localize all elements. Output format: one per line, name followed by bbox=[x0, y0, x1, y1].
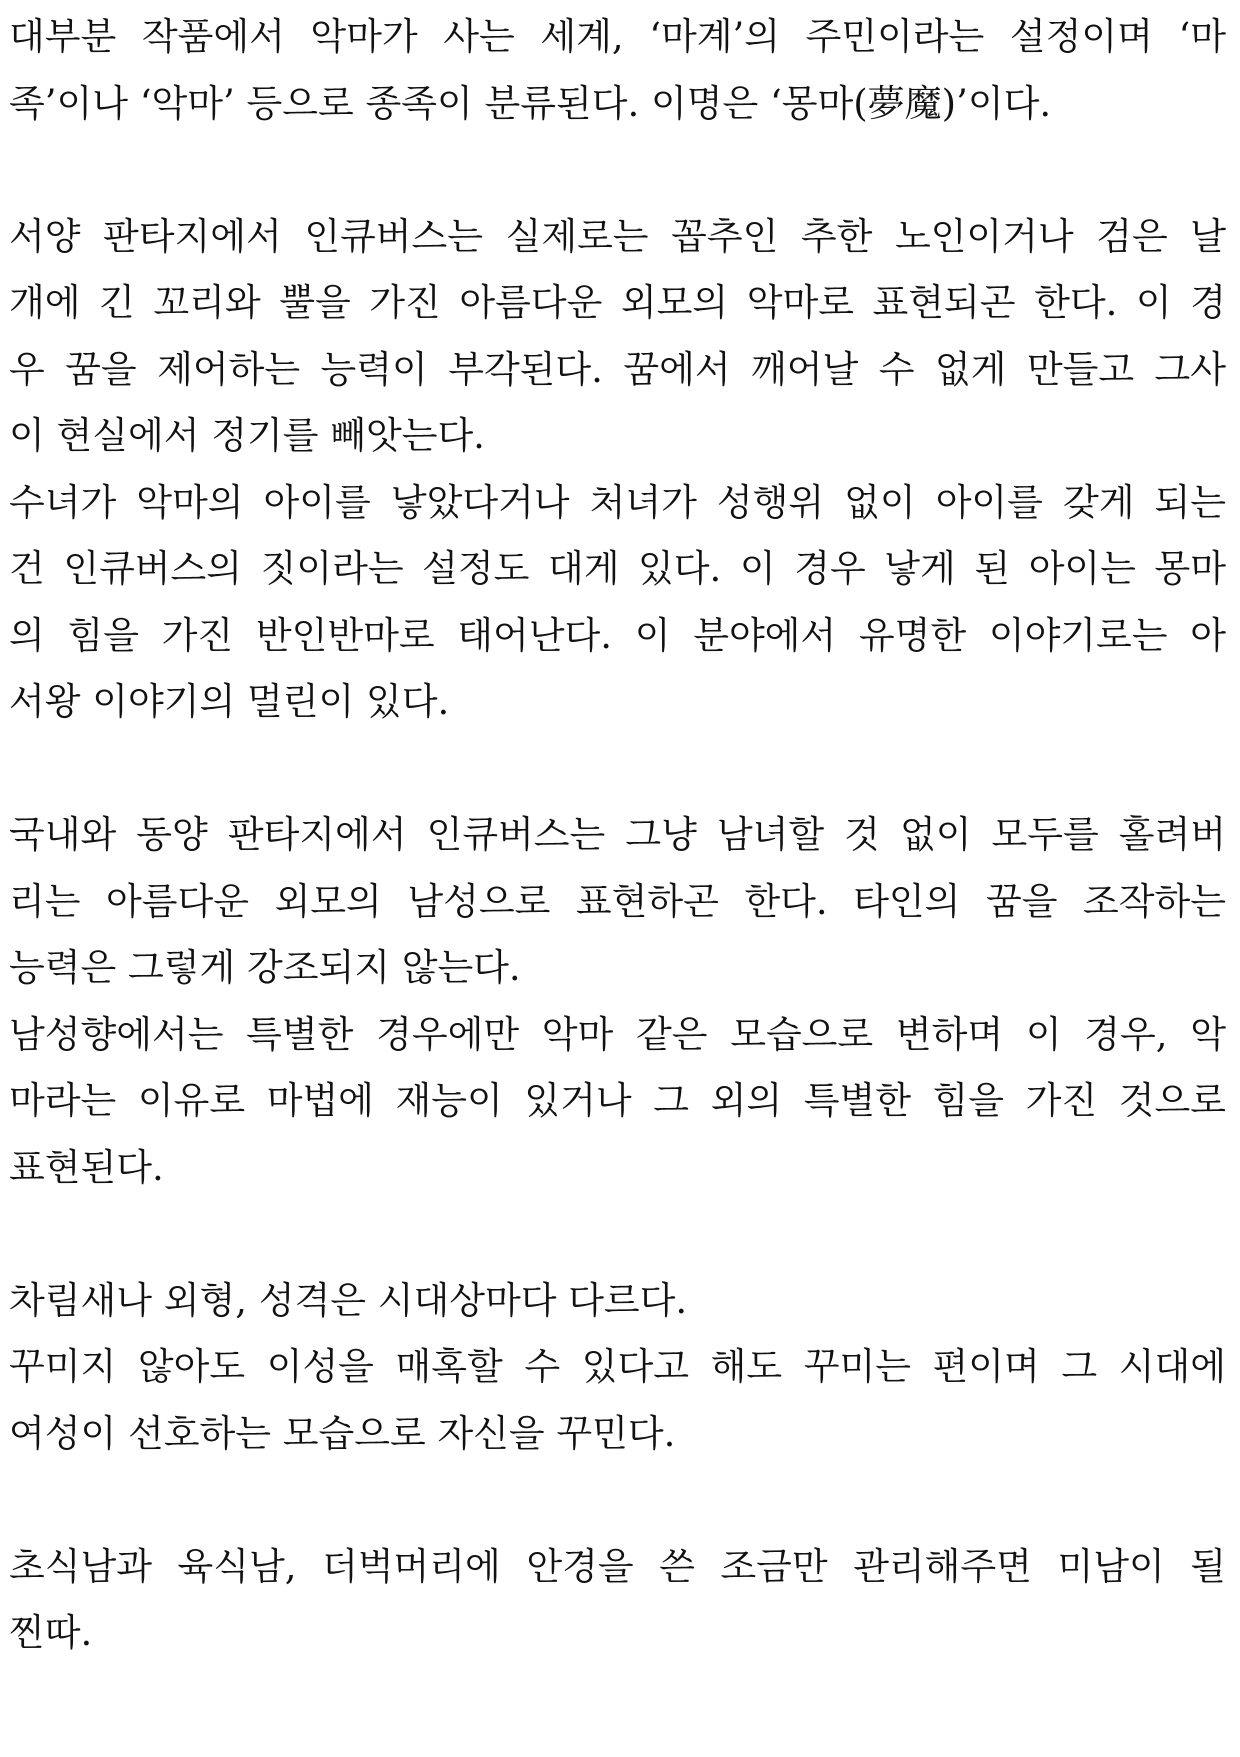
text-line: 족’이나 ‘악마’ 등으로 종족이 분류된다. 이명은 ‘몽마(夢魔)’이다. bbox=[9, 81, 1052, 125]
text-line: 초식남과 육식남, 더벅머리에 안경을 쓴 조금만 관리해주면 미남이 될 bbox=[9, 1544, 1226, 1588]
paragraph-gap bbox=[9, 137, 1226, 204]
text-line: 서양 판타지에서 인큐버스는 실제로는 꼽추인 추한 노인이거나 검은 날 bbox=[9, 214, 1226, 258]
text-line: 표현된다. bbox=[9, 1145, 164, 1189]
text-line: 건 인큐버스의 짓이라는 설정도 대게 있다. 이 경우 낳게 된 아이는 몽마 bbox=[9, 547, 1226, 590]
text-line: 차림새나 외형, 성격은 시대상마다 다르다. bbox=[9, 1278, 688, 1322]
paragraph-2 bbox=[9, 204, 1226, 736]
text-line: 이 현실에서 정기를 빼앗는다. bbox=[9, 414, 485, 457]
paragraph-gap bbox=[9, 1467, 1226, 1534]
text-line: 우 꿈을 제어하는 능력이 부각된다. 꿈에서 깨어날 수 없게 만들고 그사 bbox=[9, 347, 1226, 391]
paragraph-1 bbox=[9, 4, 1226, 137]
paragraph-5 bbox=[9, 1534, 1226, 1667]
text-line: 리는 아름다운 외모의 남성으로 표현하곤 한다. 타인의 꿈을 조작하는 bbox=[9, 879, 1226, 923]
paragraph-3 bbox=[9, 802, 1226, 1201]
text-line: 대부분 작품에서 악마가 사는 세계, ‘마계’의 주민이라는 설정이며 ‘마 bbox=[9, 15, 1226, 58]
text-line: 능력은 그렇게 강조되지 않는다. bbox=[9, 946, 521, 989]
text-line: 꾸미지 않아도 이성을 매혹할 수 있다고 해도 꾸미는 편이며 그 시대에 bbox=[9, 1345, 1226, 1388]
text-line: 서왕 이야기의 멀린이 있다. bbox=[9, 680, 450, 723]
paragraph-gap bbox=[9, 1201, 1226, 1268]
text-line: 개에 긴 꼬리와 뿔을 가진 아름다운 외모의 악마로 표현되곤 한다. 이 경 bbox=[9, 281, 1226, 324]
text-line: 마라는 이유로 마법에 재능이 있거나 그 외의 특별한 힘을 가진 것으로 bbox=[9, 1079, 1226, 1122]
text-line: 찐따. bbox=[9, 1611, 93, 1654]
text-line: 국내와 동양 판타지에서 인큐버스는 그냥 남녀할 것 없이 모두를 홀려버 bbox=[9, 813, 1226, 856]
text-line: 수녀가 악마의 아이를 낳았다거나 처녀가 성행위 없이 아이를 갖게 되는 bbox=[9, 480, 1226, 524]
text-line: 여성이 선호하는 모습으로 자신을 꾸민다. bbox=[9, 1411, 676, 1455]
paragraph-4 bbox=[9, 1268, 1226, 1468]
paragraph-gap bbox=[9, 736, 1226, 803]
text-line: 남성향에서는 특별한 경우에만 악마 같은 모습으로 변하며 이 경우, 악 bbox=[9, 1012, 1226, 1056]
text-line: 의 힘을 가진 반인반마로 태어난다. 이 분야에서 유명한 이야기로는 아 bbox=[9, 613, 1226, 657]
